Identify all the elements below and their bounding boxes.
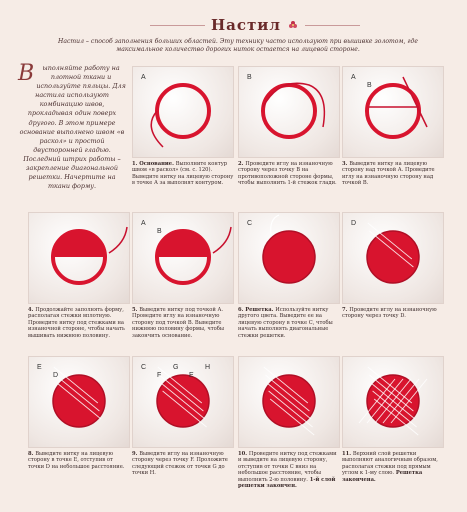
step-11 [342, 356, 444, 483]
step-number: 3. [342, 161, 350, 167]
step-photo [238, 212, 340, 304]
step-number: 2. [238, 161, 246, 167]
step-number: 9. [132, 451, 140, 457]
side-text-body: ыполняйте работу на плотной ткани и используйте пяльцы. Для настила используют комбинацию швов, прокладывая один поверх другого. В этом примере основание выполнено швом «в раскол» и простой двусторонней гладью. Последний штрих работы – закрепление диагональной решетки. Начертите на ткани форму. [19, 64, 126, 191]
step-text: Выведите нитку под точкой А. Проведите иглу на изнаночную сторону под точкой В. Выведите нижнюю половину формы, чтобы закончить основание. [132, 307, 225, 339]
intro-text: Настил – способ заполнения больших областей. Эту технику часто используют при вышивке золотом, где максимальное количество дорогих ниток остается на лицевой стороне. [58, 38, 418, 54]
step-2 [238, 66, 340, 187]
step-caption [132, 161, 234, 187]
embroidery-illustration [343, 357, 444, 448]
point-label: D [351, 220, 357, 227]
step-caption [342, 161, 444, 187]
embroidery-illustration [343, 67, 444, 158]
step-text: Используйте нитку другого цвета. Выведите ее на лицевую сторону в точке С, чтобы начать выполнять диагональные стежки решетки. [238, 307, 333, 339]
step-text: Выполните контур швом «в раскол» (см. с. 120). Выведите нитку на лицевую сторону в точке А за выполнят контуром. [132, 161, 234, 187]
step-10 [238, 356, 340, 489]
step-heading: Основание. [139, 161, 176, 167]
point-label: C [141, 364, 147, 371]
side-text [18, 61, 126, 191]
step-8 [28, 356, 130, 470]
outline-ring [263, 85, 315, 137]
step-number: 7. [342, 307, 350, 313]
embroidery-illustration [133, 357, 234, 448]
step-caption [238, 307, 340, 339]
embroidery-illustration [239, 67, 340, 158]
page-title: Настил [210, 16, 282, 34]
step-text: Выведите нитку на лицевую сторону над точкой А. Проведите иглу на изнаночную сторону над точкой В. [342, 161, 435, 187]
step-photo [342, 66, 444, 158]
step-photo [342, 212, 444, 304]
step-photo [132, 356, 234, 448]
embroidery-illustration [133, 67, 234, 158]
step-7 [342, 212, 444, 320]
step-photo [238, 356, 340, 448]
step-photo [132, 212, 234, 304]
step-text: Проведите нитку под стежками и выведите на лицевую сторону, отступив от точки С вниз на небольшое расстояние, чтобы выполнить 2-ю половину. [238, 451, 337, 483]
step-number: 1. [132, 161, 140, 167]
step-caption [342, 307, 444, 320]
embroidery-illustration [239, 213, 340, 304]
step-number: 4. [28, 307, 36, 313]
step-photo [342, 356, 444, 448]
step-number: 8. [28, 451, 36, 457]
point-label: G [173, 364, 179, 371]
point-label: B [367, 82, 372, 89]
step-caption [238, 451, 340, 489]
embroidery-illustration [239, 357, 340, 448]
point-label: F [157, 372, 162, 379]
embroidery-illustration [29, 213, 130, 304]
point-label: B [157, 228, 162, 235]
step-3 [342, 66, 444, 187]
step-photo [28, 356, 130, 448]
satin-fill [53, 231, 105, 257]
header [150, 14, 360, 36]
point-label: A [351, 74, 356, 81]
step-number: 11. [342, 451, 353, 457]
step-caption [342, 451, 444, 483]
satin-fill [157, 231, 209, 257]
point-label: A [141, 220, 146, 227]
step-caption [132, 451, 234, 477]
flower-icon [287, 19, 299, 31]
step-text: Проведите иглу на изнаночную сторону через точку D. [342, 307, 437, 320]
embroidery-illustration [133, 213, 234, 304]
step-text: Продолжайте заполнять форму, располагая стежки вплотную. Проведите нитку под стежками на изнаночной стороне, чтобы начать вышивать нижнюю половину. [28, 307, 125, 339]
step-tail: Решетка закончена. [342, 470, 423, 483]
step-caption [28, 307, 130, 339]
filled-circle [367, 231, 419, 283]
step-6 [238, 212, 340, 339]
step-number: 10. [238, 451, 249, 457]
step-caption [238, 161, 340, 187]
step-4 [28, 212, 130, 339]
point-label: C [247, 220, 253, 227]
point-label: E [189, 372, 194, 379]
outline-ring [157, 85, 209, 137]
step-text: Выведите нитку на лицевую сторону в точке E, отступив от точки D на небольшое расстояние. [28, 451, 125, 470]
header-rule-left [150, 25, 205, 26]
point-label: A [141, 74, 146, 81]
step-photo [132, 66, 234, 158]
step-photo [238, 66, 340, 158]
step-text: Проведите иглу на изнаночную сторону через точку В на противоположной стороне формы, чтобы выполнить 1-й стежок глади. [238, 161, 337, 187]
filled-circle [263, 231, 315, 283]
step-9 [132, 356, 234, 477]
step-number: 5. [132, 307, 140, 313]
step-heading: Решетка. [245, 307, 276, 313]
point-label: H [205, 364, 211, 371]
step-photo [28, 212, 130, 304]
point-label: E [37, 364, 42, 371]
point-label: B [247, 74, 252, 81]
step-number: 6. [238, 307, 246, 313]
embroidery-illustration [343, 213, 444, 304]
step-text: Выведите иглу на изнаночную сторону через точку F. Проложите следующий стежок от точки G до точки H. [132, 451, 228, 477]
step-tail: 1-й слой решетки закончен. [238, 476, 336, 490]
step-1 [132, 66, 234, 187]
point-label: D [53, 372, 59, 379]
dropcap: В [18, 61, 35, 86]
embroidery-illustration [29, 357, 130, 448]
step-text: Верхний слой решетки выполняют аналогичным образом, располагая стежки под прямым углом к 1-му слою. [342, 451, 438, 477]
step-5 [132, 212, 234, 339]
step-caption [132, 307, 234, 339]
step-caption [28, 451, 130, 470]
header-rule-right [305, 25, 360, 26]
